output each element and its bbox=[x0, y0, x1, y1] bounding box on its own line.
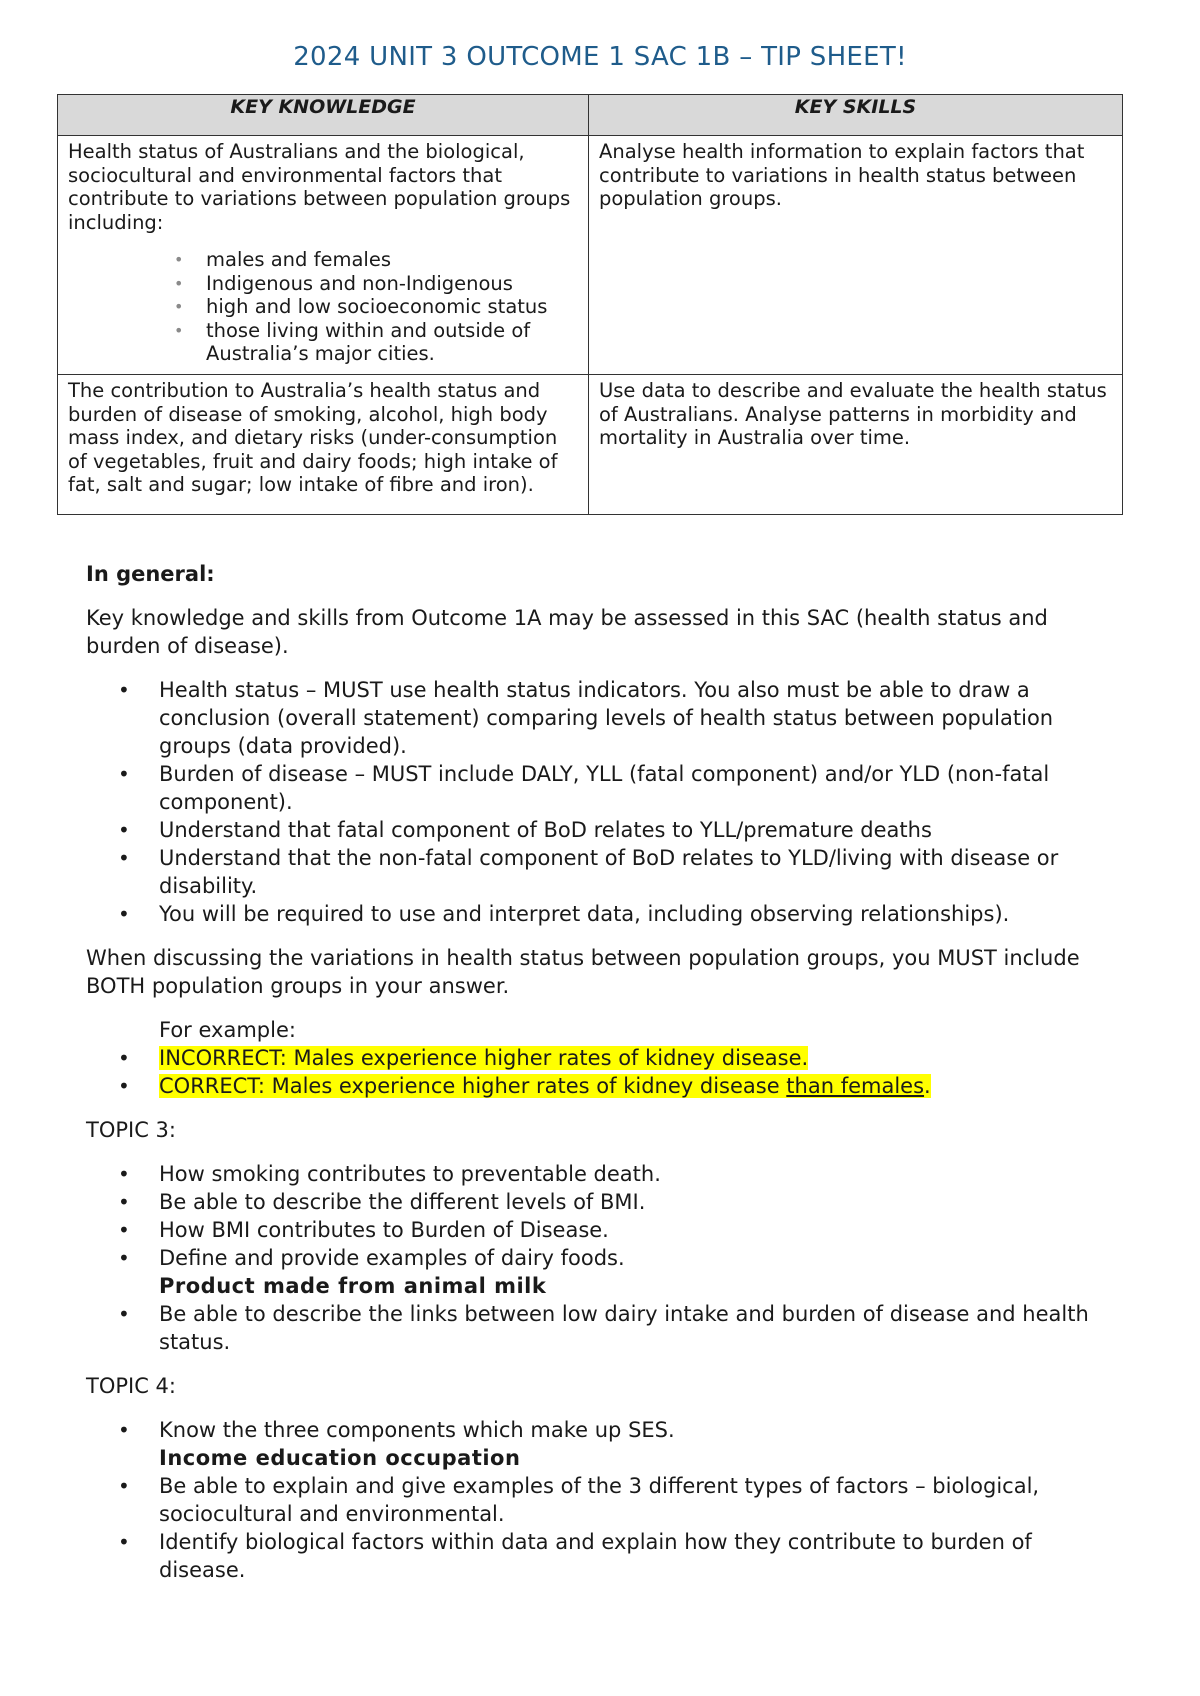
correct-example-suffix: . bbox=[924, 1074, 931, 1098]
header-key-skills: KEY SKILLS bbox=[589, 95, 1123, 136]
list-item: • Indigenous and non-Indigenous bbox=[206, 272, 578, 296]
list-item: • high and low socioeconomic status bbox=[206, 295, 578, 319]
general-intro: Key knowledge and skills from Outcome 1A may be assessed in this SAC (health status and burden of disease). bbox=[86, 606, 1048, 658]
topic4-ses-question: • Know the three components which make up SES. bbox=[159, 1418, 675, 1442]
table-row bbox=[58, 375, 1123, 515]
list-item: • those living within and outside of Australia’s major cities. bbox=[206, 319, 578, 366]
list-item bbox=[159, 1416, 1116, 1472]
general-heading: In general: bbox=[86, 562, 215, 586]
correct-example-underlined: than females bbox=[786, 1074, 925, 1098]
list-item: • males and females bbox=[206, 248, 578, 272]
knowledge-text: Health status of Australians and the biological, sociocultural and environmental factors that contribute to variations between population groups including: bbox=[68, 140, 571, 234]
table-row bbox=[58, 136, 1123, 375]
correct-example-prefix: CORRECT: Males experience higher rates of kidney disease bbox=[159, 1074, 787, 1098]
topic3-list bbox=[86, 1160, 1116, 1356]
list-item: • Be able to describe the links between low dairy intake and burden of disease and health status. bbox=[159, 1300, 1116, 1356]
list-item: • Health status – MUST use health status indicators. You also must be able to draw a conclusion (overall statement) comparing levels of health status between population groups (data provided). bbox=[159, 676, 1116, 760]
list-item bbox=[159, 1244, 1116, 1300]
skills-cell: Use data to describe and evaluate the health status of Australians. Analyse patterns in morbidity and mortality in Australia over time. bbox=[589, 375, 1123, 515]
knowledge-cell: The contribution to Australia’s health status and burden of disease of smoking, alcohol, high body mass index, and dietary risks (under-consumption of vegetables, fruit and dairy foods; high intake of fat, salt and sugar; low intake of fibre and iron). bbox=[58, 375, 589, 515]
topic3-dairy-answer: Product made from animal milk bbox=[159, 1274, 547, 1298]
topic4-list bbox=[86, 1416, 1116, 1584]
topic4-heading: TOPIC 4: bbox=[86, 1374, 176, 1398]
topic3-heading: TOPIC 3: bbox=[86, 1118, 176, 1142]
list-item: • Burden of disease – MUST include DALY, YLL (fatal component) and/or YLD (non-fatal component). bbox=[159, 760, 1116, 816]
list-item: • Be able to describe the different levels of BMI. bbox=[159, 1188, 1116, 1216]
incorrect-example-text: INCORRECT: Males experience higher rates of kidney disease. bbox=[159, 1046, 809, 1070]
page-title: 2024 UNIT 3 OUTCOME 1 SAC 1B – TIP SHEET! bbox=[293, 42, 907, 72]
list-item: • How BMI contributes to Burden of Disease. bbox=[159, 1216, 1116, 1244]
tip-sheet-body bbox=[86, 560, 1116, 1584]
table-header-row bbox=[58, 95, 1123, 136]
list-item: • Be able to explain and give examples of the 3 different types of factors – biological, sociocultural and environmental. bbox=[159, 1472, 1116, 1528]
general-bullet-list bbox=[86, 676, 1116, 928]
list-item: • Understand that the non-fatal component of BoD relates to YLD/living with disease or disability. bbox=[159, 844, 1116, 900]
list-item: • You will be required to use and interpret data, including observing relationships). bbox=[159, 900, 1116, 928]
list-item: • Understand that fatal component of BoD relates to YLL/premature deaths bbox=[159, 816, 1116, 844]
topic3-dairy-question: • Define and provide examples of dairy foods. bbox=[159, 1246, 625, 1270]
knowledge-cell bbox=[58, 136, 589, 375]
key-knowledge-skills-table bbox=[57, 94, 1123, 515]
header-key-knowledge: KEY KNOWLEDGE bbox=[58, 95, 589, 136]
skills-cell: Analyse health information to explain factors that contribute to variations in health status between population groups. bbox=[589, 136, 1123, 375]
list-item: • Identify biological factors within data and explain how they contribute to burden of disease. bbox=[159, 1528, 1116, 1584]
example-label: For example: bbox=[159, 1018, 296, 1042]
topic4-ses-answer: Income education occupation bbox=[159, 1446, 521, 1470]
variations-note: When discussing the variations in health status between population groups, you MUST include BOTH population groups in your answer. bbox=[86, 946, 1080, 998]
population-groups-list bbox=[68, 248, 578, 366]
example-list bbox=[86, 1044, 1116, 1100]
incorrect-example bbox=[159, 1044, 1116, 1072]
list-item: • How smoking contributes to preventable death. bbox=[159, 1160, 1116, 1188]
correct-example bbox=[159, 1072, 1116, 1100]
